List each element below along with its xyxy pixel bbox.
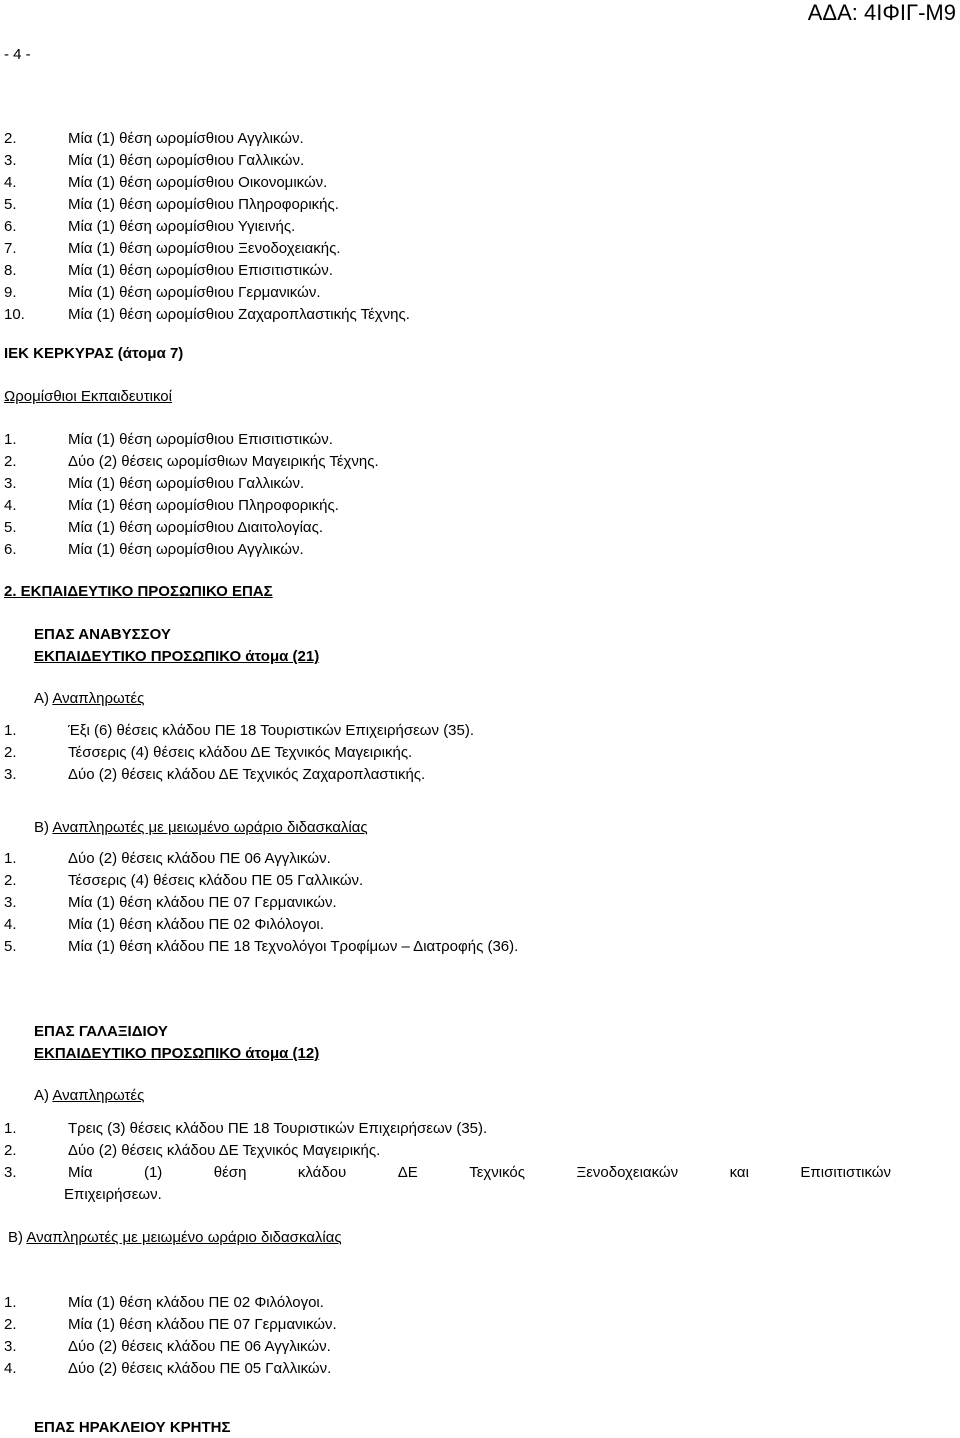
word: ΔΕ: [397, 1164, 418, 1181]
anavyssou-a-heading: Α) Αναπληρωτές: [34, 690, 145, 707]
word: Επισιτιστικών: [800, 1164, 891, 1181]
galaxidiou-b-heading: Β) Αναπληρωτές με μειωμένο ωράριο διδασκαλίας: [8, 1229, 342, 1246]
epas-anavyssou-heading: ΕΠΑΣ ΑΝΑΒΥΣΣΟΥ: [34, 626, 171, 643]
page-number: - 4 -: [4, 46, 31, 63]
hourly-teachers-subheading: Ωρομίσθιοι Εκπαιδευτικοί: [4, 388, 172, 405]
word: Ξενοδοχειακών: [576, 1164, 679, 1181]
epas-irakleiou-heading: ΕΠΑΣ ΗΡΑΚΛΕΙΟΥ ΚΡΗΤΗΣ: [34, 1419, 231, 1436]
section-2-heading: 2. ΕΚΠΑΙΔΕΥΤΙΚΟ ΠΡΟΣΩΠΙΚΟ ΕΠΑΣ: [4, 583, 273, 600]
word: Τεχνικός: [469, 1164, 525, 1181]
galaxidiou-a-heading: Α) Αναπληρωτές: [34, 1087, 145, 1104]
word: και: [729, 1164, 749, 1181]
list-item-number: 3.: [4, 1164, 17, 1181]
epas-anavyssou-staff-heading: ΕΚΠΑΙΔΕΥΤΙΚΟ ΠΡΟΣΩΠΙΚΟ άτομα (21): [34, 648, 320, 665]
word: κλάδου: [297, 1164, 347, 1181]
word: θέση: [213, 1164, 247, 1181]
list-item-continuation: Επιχειρήσεων.: [64, 1186, 162, 1203]
epas-galaxidiou-staff-heading: ΕΚΠΑΙΔΕΥΤΙΚΟ ΠΡΟΣΩΠΙΚΟ άτομα (12): [34, 1045, 320, 1062]
justified-list-item: [68, 1162, 891, 1184]
word: Μία: [68, 1164, 93, 1181]
anavyssou-b-heading: Β) Αναπληρωτές με μειωμένο ωράριο διδασκαλίας: [34, 819, 368, 836]
epas-galaxidiou-heading: ΕΠΑΣ ΓΑΛΑΞΙΔΙΟΥ: [34, 1023, 168, 1040]
word: (1): [143, 1164, 163, 1181]
iek-kerkyras-heading: ΙΕΚ ΚΕΡΚΥΡΑΣ (άτομα 7): [4, 345, 184, 362]
document-ada-code: ΑΔΑ: 4ΙΦΙΓ-Μ9: [807, 0, 956, 25]
